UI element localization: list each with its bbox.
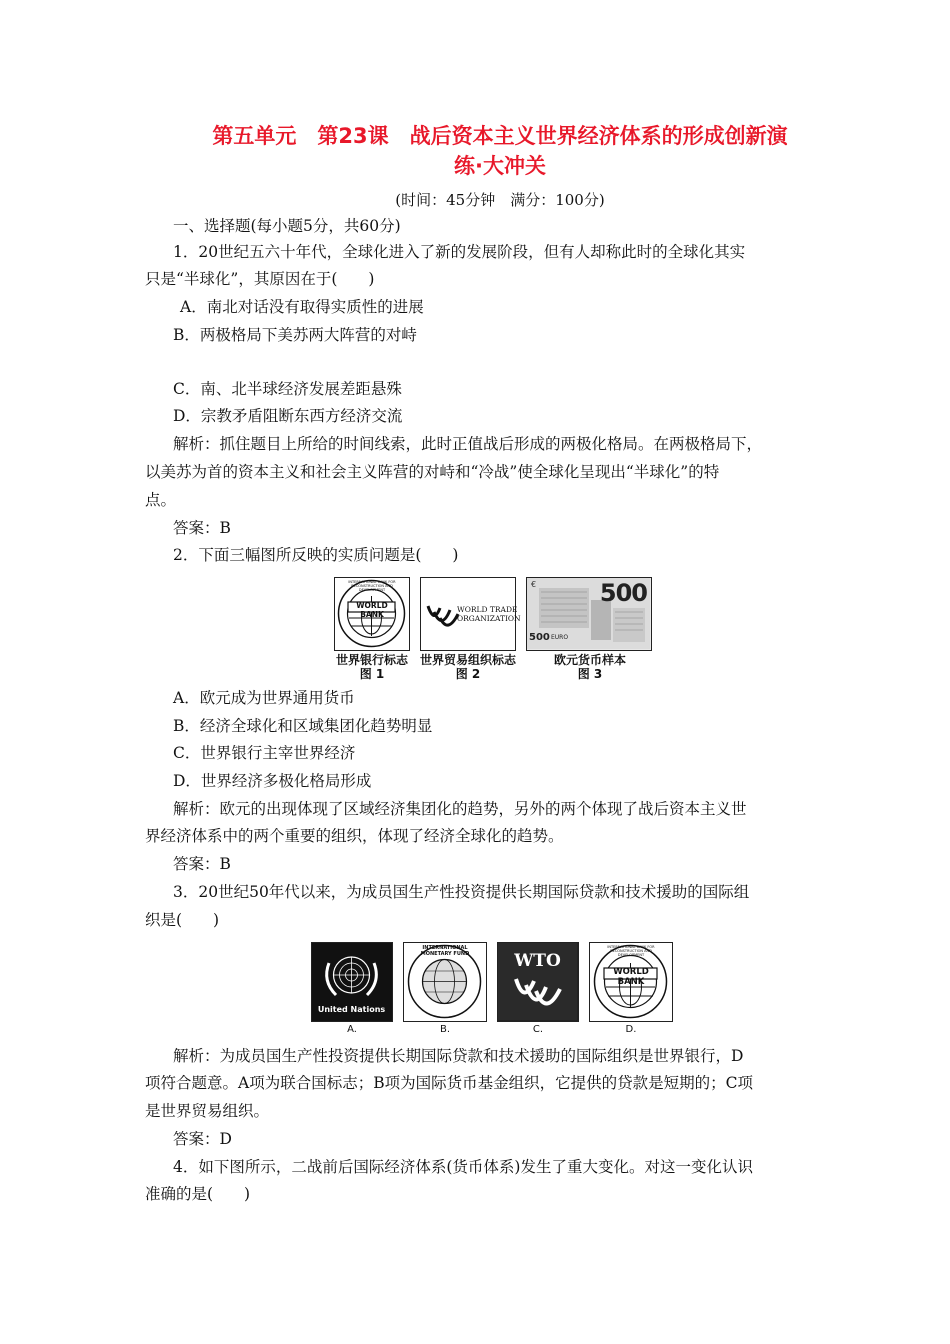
imf-logo-figure xyxy=(403,942,487,1022)
q3-analysis-line-3: 是世界贸易组织。 xyxy=(145,1102,270,1120)
world-bank-wordmark: WORLD BANK xyxy=(356,601,388,619)
q2-stem: 2．下面三幅图所反映的实质问题是( ) xyxy=(173,546,459,564)
q2-option-a: A．欧元成为世界通用货币 xyxy=(173,689,355,707)
q2-option-b: B．经济全球化和区域集团化趋势明显 xyxy=(173,717,433,735)
q1-stem-line-2: 只是“半球化”，其原因在于( ) xyxy=(145,270,375,288)
figC-label: C. xyxy=(532,1024,544,1035)
banknote-small-value: 500 xyxy=(529,632,550,643)
q3-stem-line-1: 3．20世纪50年代以来，为成员国生产性投资提供长期国际贷款和技术援助的国际组 xyxy=(173,883,750,901)
figA-label: A. xyxy=(347,1024,357,1035)
q2-option-c: C．世界银行主宰世界经济 xyxy=(173,744,356,762)
q2-option-d: D．世界经济多极化格局形成 xyxy=(173,772,372,790)
fig2-caption xyxy=(408,653,528,681)
un-wordmark: United Nations xyxy=(317,1005,386,1014)
fig3-label: 图 3 xyxy=(577,667,603,681)
fig1-caption-text: 世界银行标志 xyxy=(335,653,408,667)
fig1-label: 图 1 xyxy=(359,667,385,681)
wto-line-2: ORGANIZATION xyxy=(457,614,521,623)
q1-option-c: C．南、北半球经济发展差距悬殊 xyxy=(173,380,402,398)
world-bank-ring-text: INTERNATIONAL BANK FOR RECONSTRUCTION AND DEVELOPMENT xyxy=(348,580,396,592)
fig2-label: 图 2 xyxy=(455,667,481,681)
un-logo-figure xyxy=(311,942,393,1022)
q3-analysis-line-1: 解析：为成员国生产性投资提供长期国际贷款和技术援助的国际组织是世界银行，D xyxy=(173,1047,744,1065)
title-line-2: 练·大冲关 xyxy=(454,154,546,178)
figB-label: B. xyxy=(439,1024,451,1035)
q2-analysis-line-1: 解析：欧元的出现体现了区域经济集团化的趋势，另外的两个体现了战后资本主义世 xyxy=(173,800,747,818)
q1-analysis-line-2: 以美苏为首的资本主义和社会主义阵营的对峙和“冷战”使全球化呈现出“半球化”的特 xyxy=(145,463,720,481)
q1-option-b: B．两极格局下美苏两大阵营的对峙 xyxy=(173,326,417,344)
fig2-caption-text: 世界贸易组织标志 xyxy=(419,653,516,667)
q1-option-d: D．宗教矛盾阻断东西方经济交流 xyxy=(173,407,403,425)
imf-ring-text: INTERNATIONAL MONETARY FUND xyxy=(420,945,470,957)
wto-logo-figure-c xyxy=(497,942,579,1022)
q2-answer: 答案：B xyxy=(173,855,231,873)
fig3-caption xyxy=(538,653,642,681)
q3-stem-line-2: 织是( ) xyxy=(145,911,220,929)
q1-analysis-line-1: 解析：抓住题目上所给的时间线索，此时正值战后形成的两极化格局。在两极格局下， xyxy=(173,435,763,453)
title-line-1: 第五单元 第23课 战后资本主义世界经济体系的形成创新演 xyxy=(212,124,788,148)
world-bank-ring-text-d: INTERNATIONAL BANK FOR RECONSTRUCTION AND DEVELOPMENT xyxy=(607,945,655,957)
wto-line-1: WORLD TRADE xyxy=(457,605,518,614)
banknote-big-value: 500 xyxy=(599,579,647,607)
q1-stem-line-1: 1．20世纪五六十年代，全球化进入了新的发展阶段，但有人却称此时的全球化其实 xyxy=(173,243,746,261)
q2-analysis-line-2: 界经济体系中的两个重要的组织，体现了经济全球化的趋势。 xyxy=(145,827,564,845)
fig3-caption-text: 欧元货币样本 xyxy=(553,653,626,667)
q4-stem-line-2: 准确的是( ) xyxy=(145,1185,251,1203)
q1-answer: 答案：B xyxy=(173,519,231,537)
q3-answer: 答案：D xyxy=(173,1130,232,1148)
q3-analysis-line-2: 项符合题意。A项为联合国标志；B项为国际货币基金组织，它提供的贷款是短期的；C项 xyxy=(145,1074,753,1092)
svg-text:€: € xyxy=(531,580,537,589)
world-bank-logo-figure-d xyxy=(589,942,673,1022)
section-heading: 一、选择题(每小题5分，共60分) xyxy=(173,217,401,235)
time-score-note: (时间：45分钟 满分：100分) xyxy=(395,191,605,209)
q1-analysis-line-3: 点。 xyxy=(145,491,177,509)
document-title xyxy=(140,121,860,181)
figD-label: D. xyxy=(625,1024,637,1035)
euro-banknote-figure xyxy=(526,577,652,651)
wto-logo-figure xyxy=(420,577,521,651)
q4-stem-line-1: 4．如下图所示，二战前后国际经济体系(货币体系)发生了重大变化。对这一变化认识 xyxy=(173,1158,753,1176)
wto-wordmark: WTO xyxy=(514,951,561,971)
banknote-currency: EURO xyxy=(551,634,569,641)
q1-option-a: A．南北对话没有取得实质性的进展 xyxy=(180,298,424,316)
world-bank-logo-figure xyxy=(334,577,410,651)
world-bank-wordmark-d: WORLD BANK xyxy=(613,967,649,987)
